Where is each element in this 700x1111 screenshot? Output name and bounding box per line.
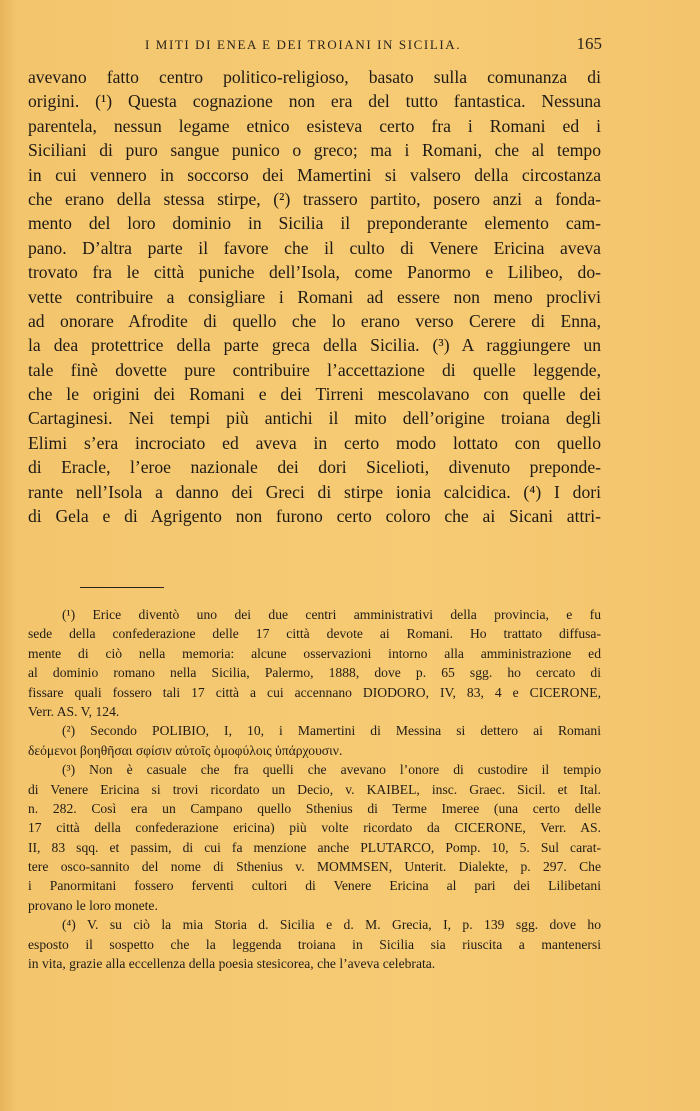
footnote-line: tere osco-sannito del nome di Sthenius v. MOMMSEN, Unterit. Dialekte, p. 297. Che xyxy=(28,859,601,875)
footnote-line: i Panormitani fossero ferventi cultori di Venere Ericina al pari dei Lilibetani xyxy=(28,878,601,894)
text-line: Cartaginesi. Nei tempi più antichi il mito dell’origine troiana degli xyxy=(28,408,601,429)
footnote-line: al dominio romano nella Sicilia, Palermo, 1888, dove p. 65 sgg. ho cercato di xyxy=(28,665,601,681)
footnote-line: (¹) Erice diventò uno dei due centri amministrativi della provincia, e fu xyxy=(62,607,601,622)
footnote-line: di Venere Ericina si trovi ricordato un Decio, v. KAIBEL, insc. Graec. Sicil. et Ital. xyxy=(28,781,601,797)
footnote-line: (⁴) V. su ciò la mia Storia d. Sicilia e d. M. Grecia, I, p. 139 sgg. dove ho xyxy=(62,917,601,933)
footnote-line: provano le loro monete. xyxy=(28,897,158,913)
footnote-line: Verr. AS. V, 124. xyxy=(28,703,120,719)
footnote-line: in vita, grazie alla eccellenza della poesia stesicorea, che l’aveva celebrata. xyxy=(28,956,436,972)
footnote-line: (³) Non è casuale che fra quelli che avevano l’onore di custodire il tempio xyxy=(62,762,601,778)
text-line: rante nell’Isola a danno dei Greci di stirpe ionia calcidica. (⁴) I dori xyxy=(28,481,601,502)
footnote-line: (²) Secondo POLIBIO, I, 10, i Mamertini di Messina si dettero ai Romani xyxy=(62,723,601,739)
text-line: Siciliani di puro sangue punico o greco; ma i Romani, che al tempo xyxy=(28,140,601,161)
footnote-line: esposto il sospetto che la leggenda troiana in Sicilia sia riuscita a mantenersi xyxy=(28,936,601,952)
text-line: trovato fra le città puniche dell’Isola, come Panormo e Lilibeo, do- xyxy=(28,262,601,283)
footnote-line: 17 città della confederazione ericina) più volte ricordato da CICERONE, Verr. AS. xyxy=(28,820,601,836)
text-line: Elimi s’era incrociato ed aveva in certo modo lottato con quello xyxy=(28,432,601,453)
text-line: di Gela e di Agrigento non furono certo coloro che ai Sicani attri- xyxy=(28,506,601,527)
footnote-line: II, 83 sqq. et passim, di cui fa menzione anche PLUTARCO, Pomp. 10, 5. Sul carat- xyxy=(28,839,601,855)
running-head xyxy=(0,34,700,56)
footnote-separator xyxy=(80,587,164,588)
text-line: avevano fatto centro politico-religioso, basato sulla comunanza di xyxy=(28,67,601,87)
text-line: che le origini dei Romani e dei Tirreni mescolavano con quelle dei xyxy=(28,384,601,405)
text-line: che erano della stessa stirpe, (²) trassero partito, posero anzi a fonda- xyxy=(28,188,601,209)
footnote-line: sede della confederazione delle 17 città devote ai Romani. Ho trattato diffusa- xyxy=(28,626,601,642)
text-line: in cui vennero in soccorso dei Mamertini si valsero della circostanza xyxy=(28,164,601,185)
text-line: di Eracle, l’eroe nazionale dei dori Sicelioti, divenuto preponde- xyxy=(28,457,601,478)
text-line: pano. D’altra parte il favore che il culto di Venere Ericina aveva xyxy=(28,237,601,258)
text-line: vette contribuire a consigliare i Romani ad essere non meno proclivi xyxy=(28,286,601,307)
footnote-line: mente di ciò nella memoria: alcune osservazioni intorno alla amministrazione ed xyxy=(28,645,601,661)
footnotes xyxy=(28,605,601,973)
text-line: ad onorare Afrodite di quello che lo erano verso Cerere di Enna, xyxy=(28,310,601,331)
footnote-line: fissare quali fossero tali 17 città a cui accennano DIODORO, IV, 83, 4 e CICERONE, xyxy=(28,684,601,700)
page-number: 165 xyxy=(576,34,602,53)
footnote-line: δεόμενοι βοηθῆσαι σφίσιν αὐτοῖς ὁμοφύλοις ὑπάρχουσιν. xyxy=(28,742,343,758)
text-line: parentela, nessun legame etnico esisteva certo fra i Romani ed i xyxy=(28,115,601,136)
running-title: I MITI DI ENEA E DEI TROIANI IN SICILIA. xyxy=(145,37,462,52)
footnote-line: n. 282. Così era un Campano quello Sthenius di Terme Imeree (una certo delle xyxy=(28,800,601,816)
text-line: tale finè dovette pure contribuire l’accettazione di quelle leggende, xyxy=(28,359,601,380)
text-line: origini. (¹) Questa cognazione non era del tutto fantastica. Nessuna xyxy=(28,91,601,112)
text-line: mento del loro dominio in Sicilia il preponderante elemento cam- xyxy=(28,213,601,234)
main-text xyxy=(28,65,601,528)
text-line: la dea protettrice della parte greca della Sicilia. (³) A raggiungere un xyxy=(28,335,601,356)
